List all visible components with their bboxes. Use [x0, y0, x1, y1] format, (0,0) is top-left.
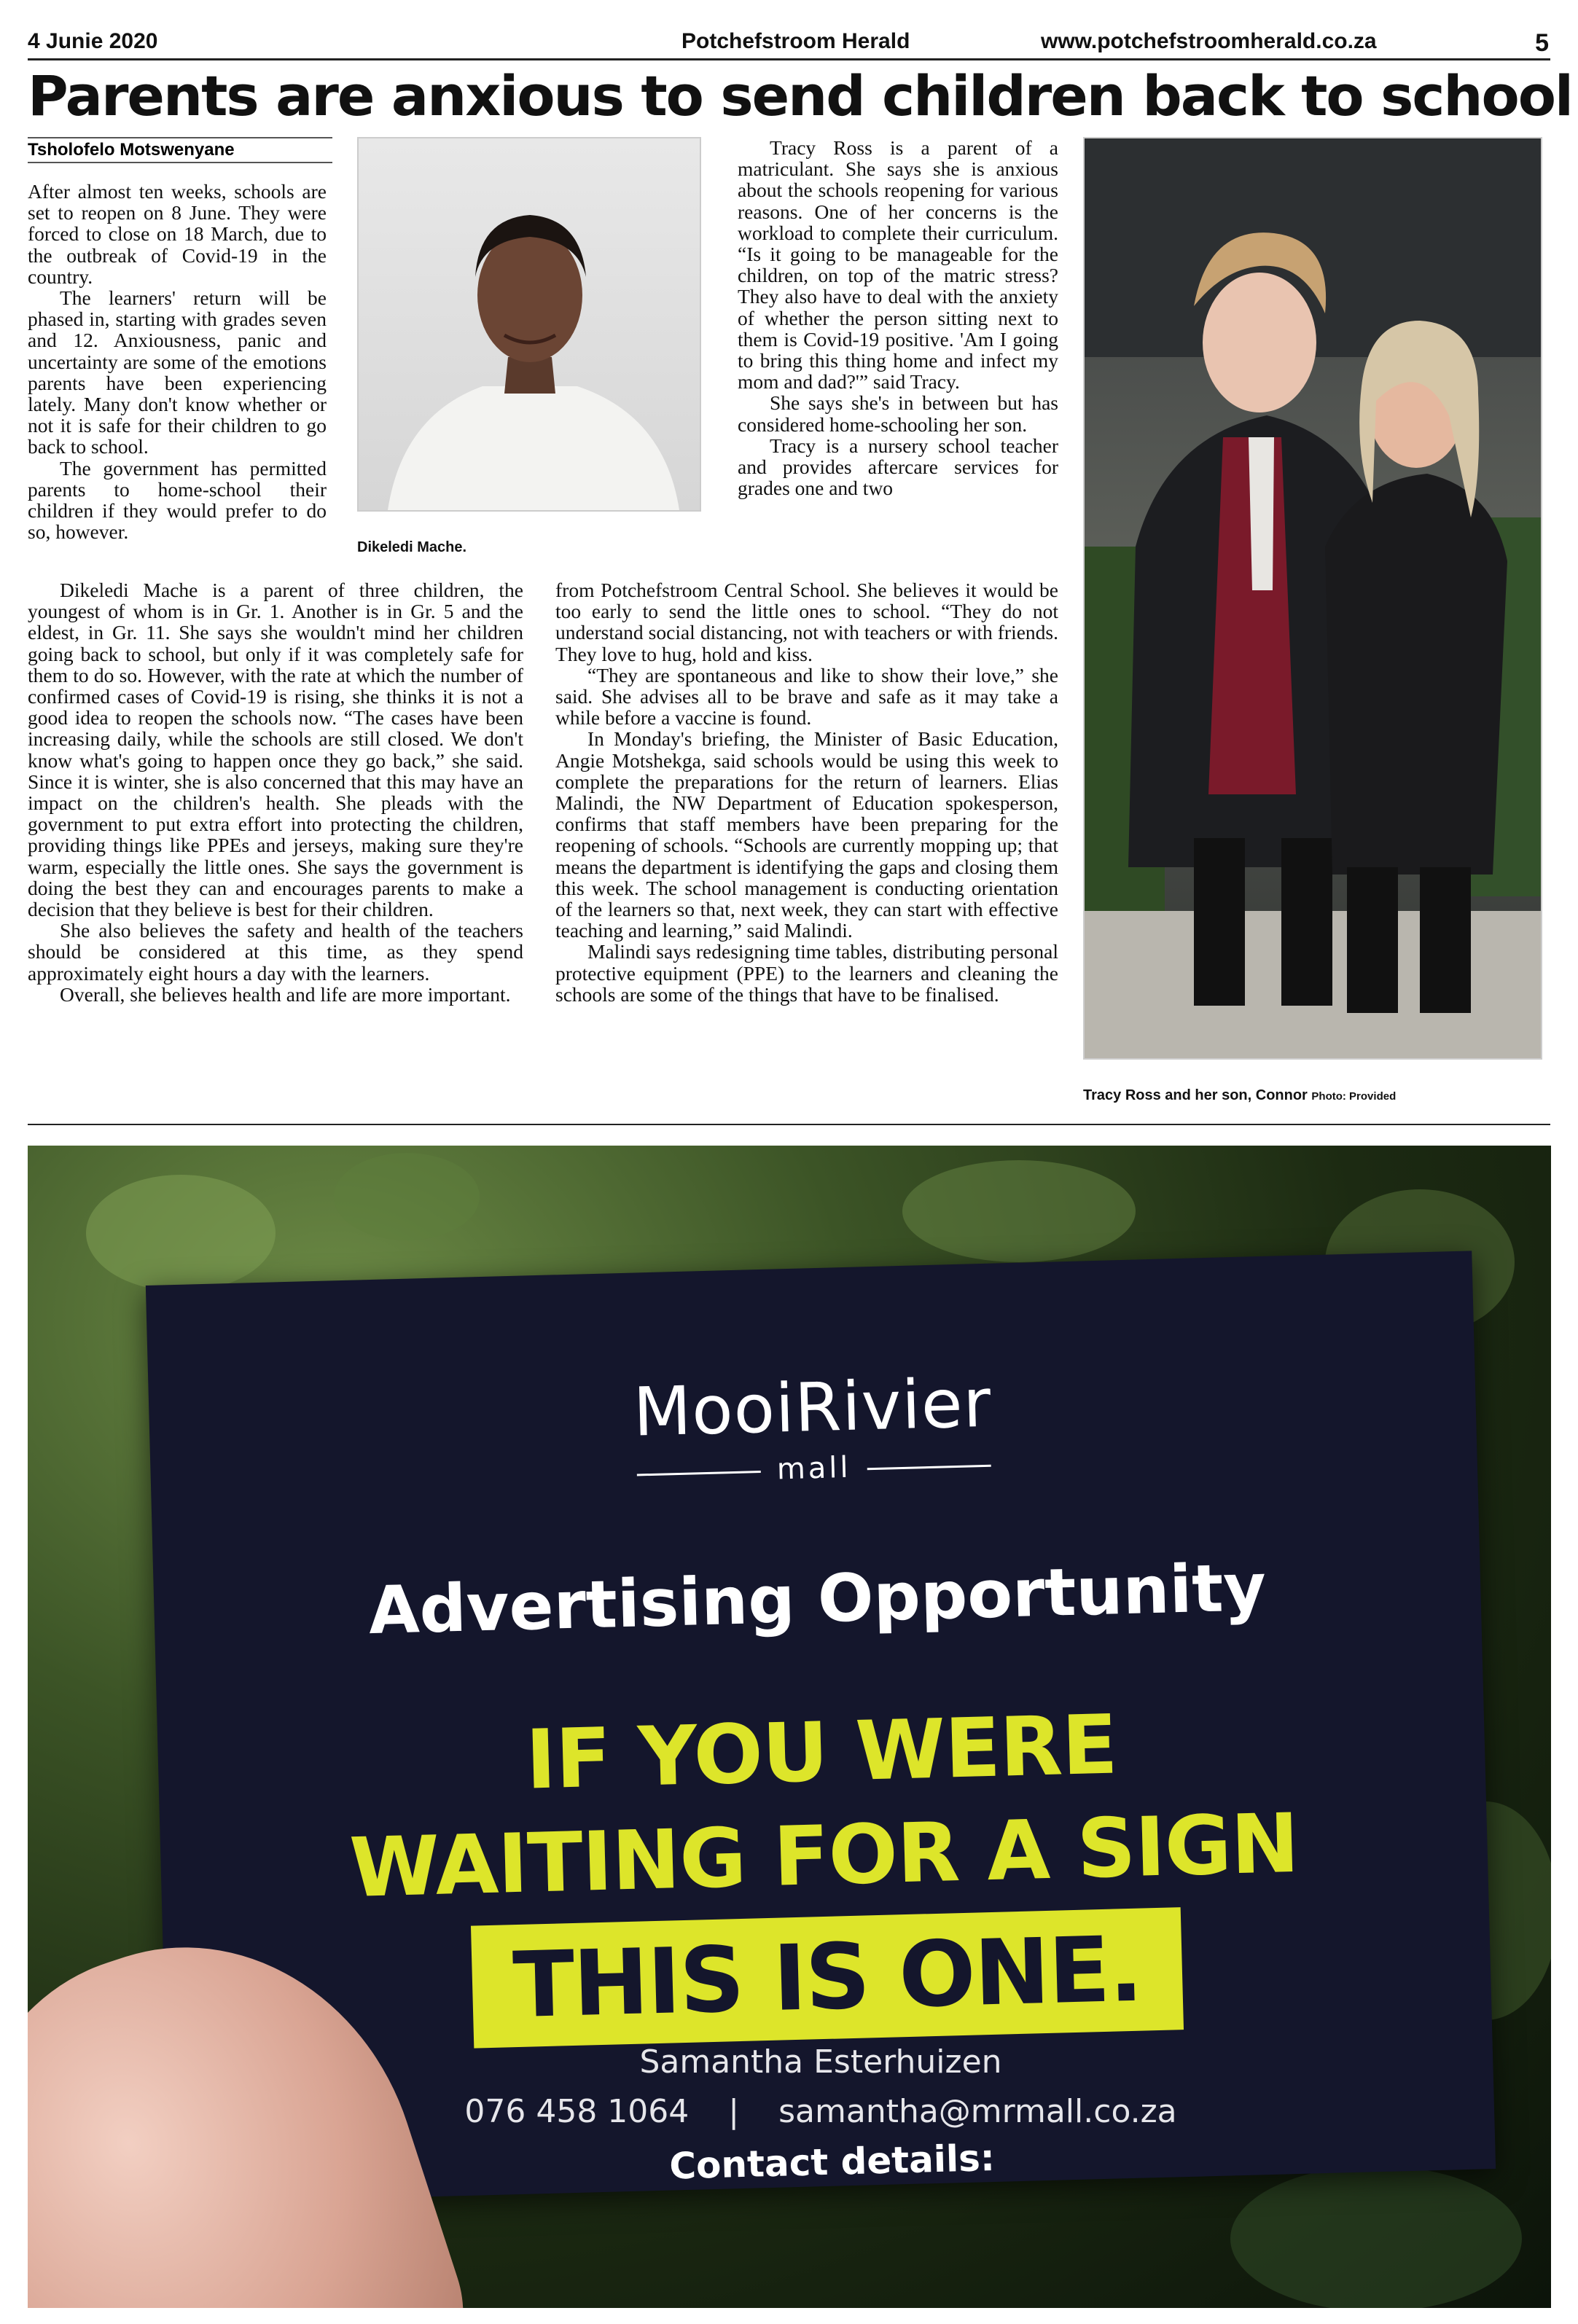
article-column-1-bottom [28, 579, 523, 1111]
article-column-2-top [738, 137, 1058, 576]
paragraph: After almost ten weeks, schools are set to reopen on 8 June. They were forced to close on 18 March, due to the outbreak of Covid-19 in the country. [28, 181, 327, 288]
masthead-paper-name: Potchefstroom Herald [681, 29, 910, 53]
article-column-2-bottom [555, 579, 1058, 1111]
contact-label: Contact details: [668, 2136, 996, 2188]
paragraph: Malindi says redesigning time tables, distributing personal protective equipment (PPE) to the learners and cleaning the schools are some of the things that have to be finalised. [555, 940, 1058, 1006]
contact-phone[interactable]: 076 458 1064 [464, 2093, 690, 2130]
masthead-date: 4 Junie 2020 [28, 29, 158, 53]
ad-tagline-line-1: IF YOU WERE [524, 1697, 1119, 1808]
ad-heading: Advertising Opportunity [367, 1549, 1268, 1650]
foliage-blur [902, 1160, 1136, 1262]
paragraph: She says she's in between but has considered home-schooling her son. [738, 391, 1058, 436]
paragraph: She also believes the safety and health of the teachers should be considered at this time, as they spend approximately eight hours a day with the learners. [28, 919, 523, 985]
paragraph: Dikeledi Mache is a parent of three children, the youngest of whom is in Gr. 1. Another is in Gr. 5 and the eldest, in Gr. 11. She says she wouldn't mind her children going back to school, but only if it was completely safe for them to do so. However, with the rate at which the number of confirmed cases of Covid-19 is rising, she thinks it is not a good idea to reopen the schools now. “The cases have been increasing daily, while the schools are still closed. We don't know what's going to happen once they go back,” she said. Since it is winter, she is also concerned that this may have an impact on the children's health. She pleads with the government to put extra effort into protecting the children, providing things like PPEs and jerseys, making sure they're warm, especially the little ones. She says the government is doing the best they can and encourages parents to make a decision that they believe is best for their children. [28, 579, 523, 921]
paragraph: “They are spontaneous and like to show their love,” she said. She advises all to be brave and safe as it may take a while before a vaccine is found. [555, 663, 1058, 729]
logo-rule [867, 1464, 991, 1469]
caption-text: Tracy Ross and her son, Connor [1083, 1087, 1308, 1103]
contact-separator: | [728, 2093, 740, 2130]
page-number: 5 [1535, 29, 1549, 57]
contact-email[interactable]: samantha@mrmall.co.za [778, 2093, 1177, 2130]
photo-caption-dikeledi: Dikeledi Mache. [357, 539, 467, 555]
paragraph: Tracy Ross is a parent of a matriculant. She says she is anxious about the schools reopening for various reasons. One of her concerns is the workload to complete their curriculum. “Is it going to be manageable for the children, on top of the matric stress? They also have to deal with the anxiety of whether the person sitting next to them is Covid-19 positive. 'Am I going to bring this thing home and infect my mom and dad?'” said Tracy. [738, 137, 1058, 394]
section-divider [28, 1124, 1550, 1125]
family-photo-illustration [1085, 138, 1541, 1058]
photo-dikeledi-mache [357, 137, 701, 512]
header-rule [28, 58, 1550, 60]
contact-name: Samantha Esterhuizen [639, 2043, 1002, 2081]
article-headline: Parents are anxious to send children back to school [28, 63, 1572, 128]
mall-logo-name: MooiRivier [632, 1364, 993, 1452]
masthead-url[interactable]: www.potchefstroomherald.co.za [1041, 29, 1377, 53]
logo-rule [637, 1471, 761, 1476]
ad-tagline-line-2: WAITING FOR A SIGN [348, 1796, 1300, 1916]
mall-logo-sub-text: mall [776, 1450, 852, 1487]
paragraph: from Potchefstroom Central School. She believes it would be too early to send the little ones to school. “They do not understand social distancing, not with teachers or with friends. They love to hug, hold and kiss. [555, 579, 1058, 665]
article-column-1-top [28, 181, 327, 574]
article-byline: Tsholofelo Motswenyane [28, 137, 332, 163]
ad-tagline-highlight [163, 1899, 1492, 2057]
paragraph: Tracy is a nursery school teacher and provides aftercare services for grades one and two [738, 434, 1058, 500]
photo-credit: Photo: Provided [1311, 1090, 1397, 1103]
photo-caption-tracy-ross [1083, 1087, 1396, 1104]
foliage-blur [334, 1153, 480, 1240]
paragraph: The government has permitted parents to home-school their children if they would prefer to do so, however. [28, 456, 327, 544]
paragraph: Overall, she believes health and life are more important. [60, 982, 511, 1006]
foliage-blur [86, 1175, 276, 1291]
portrait-illustration [359, 138, 700, 510]
ad-tagline-line-3: THIS IS ONE. [471, 1907, 1184, 2048]
advertisement-mooirivier-mall [28, 1146, 1551, 2308]
photo-tracy-ross-and-connor [1083, 137, 1542, 1060]
paragraph: In Monday's briefing, the Minister of Basic Education, Angie Motshekga, said schools would be using this week to complete the preparations for the return of learners. Elias Malindi, the NW Department of Education spokesperson, confirms that staff members have been preparing for the reopening of schools. “Schools are currently mopping up; that means the department is identifying the gaps and closing them this week. The school management is conducting orientation of the learners so that, next week, they can start with effective teaching and learning,” said Malindi. [555, 727, 1058, 942]
paragraph: The learners' return will be phased in, starting with grades seven and 12. Anxiousness, panic and uncertainty are some of the emotions parents have been experiencing lately. Many don't know whether or not it is safe for their children to go back to school. [28, 286, 327, 458]
